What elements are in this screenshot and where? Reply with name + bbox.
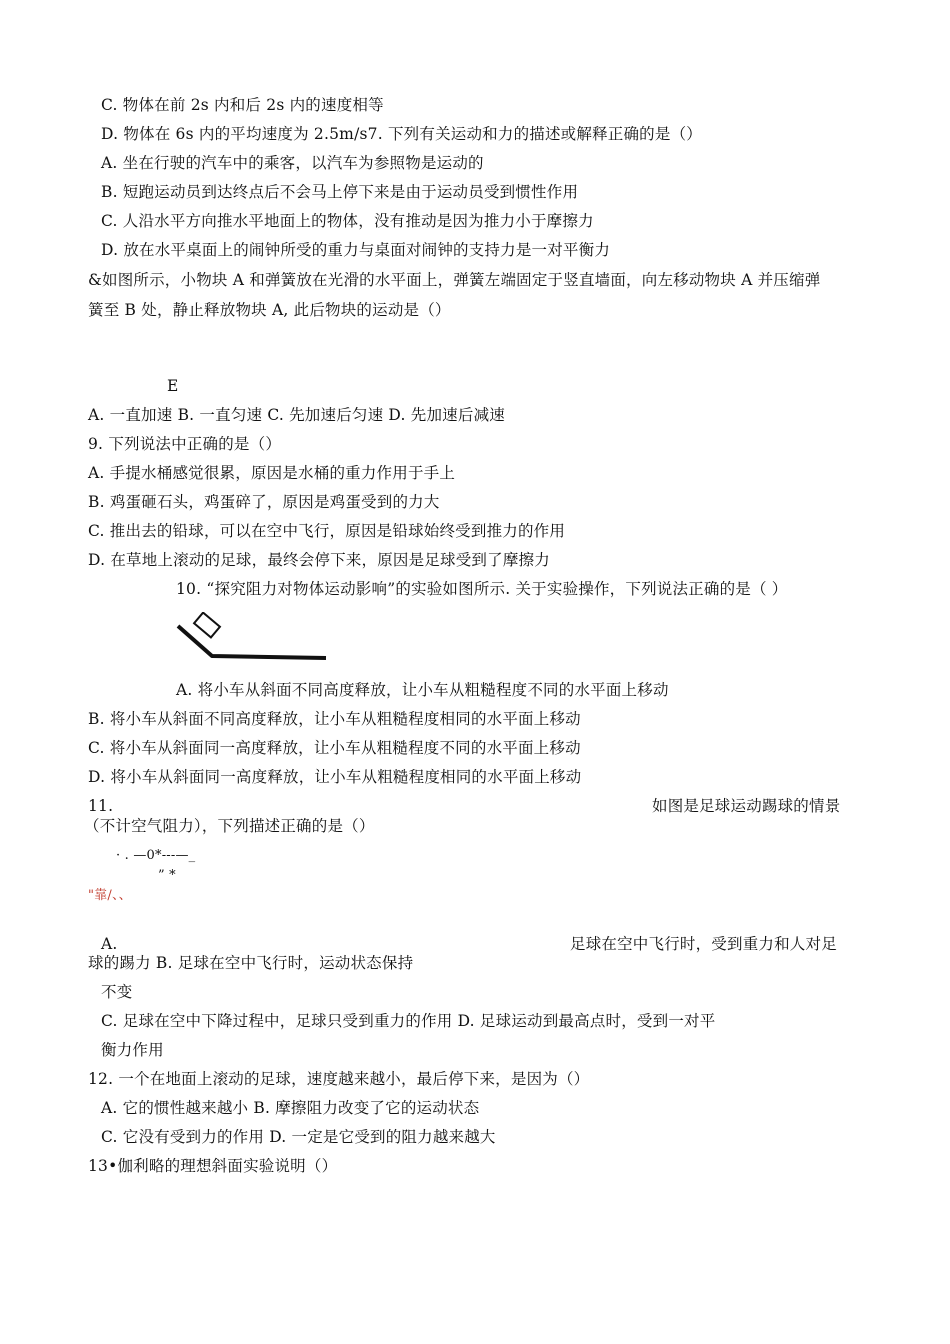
line-q6d-q7: D. 物体在 6s 内的平均速度为 2.5m/s7. 下列有关运动和力的描述或解释正确的是（） <box>101 125 702 143</box>
line-q11a-label: A. <box>101 935 118 953</box>
line-q9c: C. 推出去的铅球，可以在空中飞行，原因是铅球始终受到推力的作用 <box>88 522 566 540</box>
line-q11-cd: C. 足球在空中下降过程中，足球只受到重力的作用 D. 足球运动到最高点时，受到一对平 <box>101 1012 716 1030</box>
line-q7d: D. 放在水平桌面上的闹钟所受的重力与桌面对闹钟的支持力是一对平衡力 <box>101 241 611 259</box>
line-q8-stem-2: 簧至 B 处，静止释放物块 A, 此后物块的运动是（） <box>88 301 451 319</box>
line-q9a: A. 手提水桶感觉很累，原因是水桶的重力作用于手上 <box>88 464 456 482</box>
line-q11-figure-text-2: ” * <box>158 868 176 883</box>
line-q9d: D. 在草地上滚动的足球，最终会停下来，原因是足球受到了摩擦力 <box>88 551 550 569</box>
line-q8-stem-1: &如图所示，小物块 A 和弹簧放在光滑的水平面上，弹簧左端固定于竖直墙面，向左移动物块 A 并压缩弹 <box>88 271 821 289</box>
line-q8-options: A. 一直加速 B. 一直匀速 C. 先加速后匀速 D. 先加速后减速 <box>88 406 505 424</box>
line-q11-stem-right: 如图是足球运动踢球的情景 <box>652 797 841 815</box>
line-q11a-right: 足球在空中飞行时，受到重力和人对足 <box>570 935 837 953</box>
line-q11-stem-2: （不计空气阻力），下列描述正确的是（） <box>84 817 375 835</box>
line-q9b: B. 鸡蛋砸石头，鸡蛋碎了，原因是鸡蛋受到的力大 <box>88 493 440 511</box>
line-q11-figure-text-3: "靠/、、 <box>88 888 132 903</box>
line-q12-ab: A. 它的惯性越来越小 B. 摩擦阻力改变了它的运动状态 <box>101 1099 480 1117</box>
line-q13-stem: 13•伽利略的理想斜面实验说明（） <box>88 1157 338 1175</box>
line-q12-stem: 12. 一个在地面上滚动的足球，速度越来越小，最后停下来，是因为（） <box>88 1070 590 1088</box>
line-q10a: A. 将小车从斜面不同高度释放，让小车从粗糙程度不同的水平面上移动 <box>176 681 669 699</box>
line-q7c: C. 人沿水平方向推水平地面上的物体，没有推动是因为推力小于摩擦力 <box>101 212 594 230</box>
incline-cart-figure <box>174 612 334 662</box>
line-q7a: A. 坐在行驶的汽车中的乘客，以汽车为参照物是运动的 <box>101 154 484 172</box>
line-q11-number: 11. <box>88 797 114 815</box>
line-q6c: C. 物体在前 2s 内和后 2s 内的速度相等 <box>101 96 384 114</box>
line-q8-figure-label: E <box>167 377 179 395</box>
line-q11-d-cont: 衡力作用 <box>101 1041 164 1059</box>
line-q9-stem: 9. 下列说法中正确的是（） <box>88 435 282 453</box>
line-q7b: B. 短跑运动员到达终点后不会马上停下来是由于运动员受到惯性作用 <box>101 183 579 201</box>
line-q11-b-cont: 不变 <box>101 983 133 1001</box>
line-q10b: B. 将小车从斜面不同高度释放，让小车从粗糙程度相同的水平面上移动 <box>88 710 581 728</box>
line-q10c: C. 将小车从斜面同一高度释放，让小车从粗糙程度不同的水平面上移动 <box>88 739 581 757</box>
line-q10d: D. 将小车从斜面同一高度释放，让小车从粗糙程度相同的水平面上移动 <box>88 768 582 786</box>
line-q11-ab: 球的踢力 B. 足球在空中飞行时，运动状态保持 <box>88 954 414 972</box>
line-q11-figure-text-1: · . —0*---—_ <box>116 848 196 863</box>
line-q12-cd: C. 它没有受到力的作用 D. 一定是它受到的阻力越来越大 <box>101 1128 496 1146</box>
line-q10-stem: 10. “探究阻力对物体运动影响”的实验如图所示. 关于实验操作，下列说法正确的是（ ） <box>176 580 788 598</box>
